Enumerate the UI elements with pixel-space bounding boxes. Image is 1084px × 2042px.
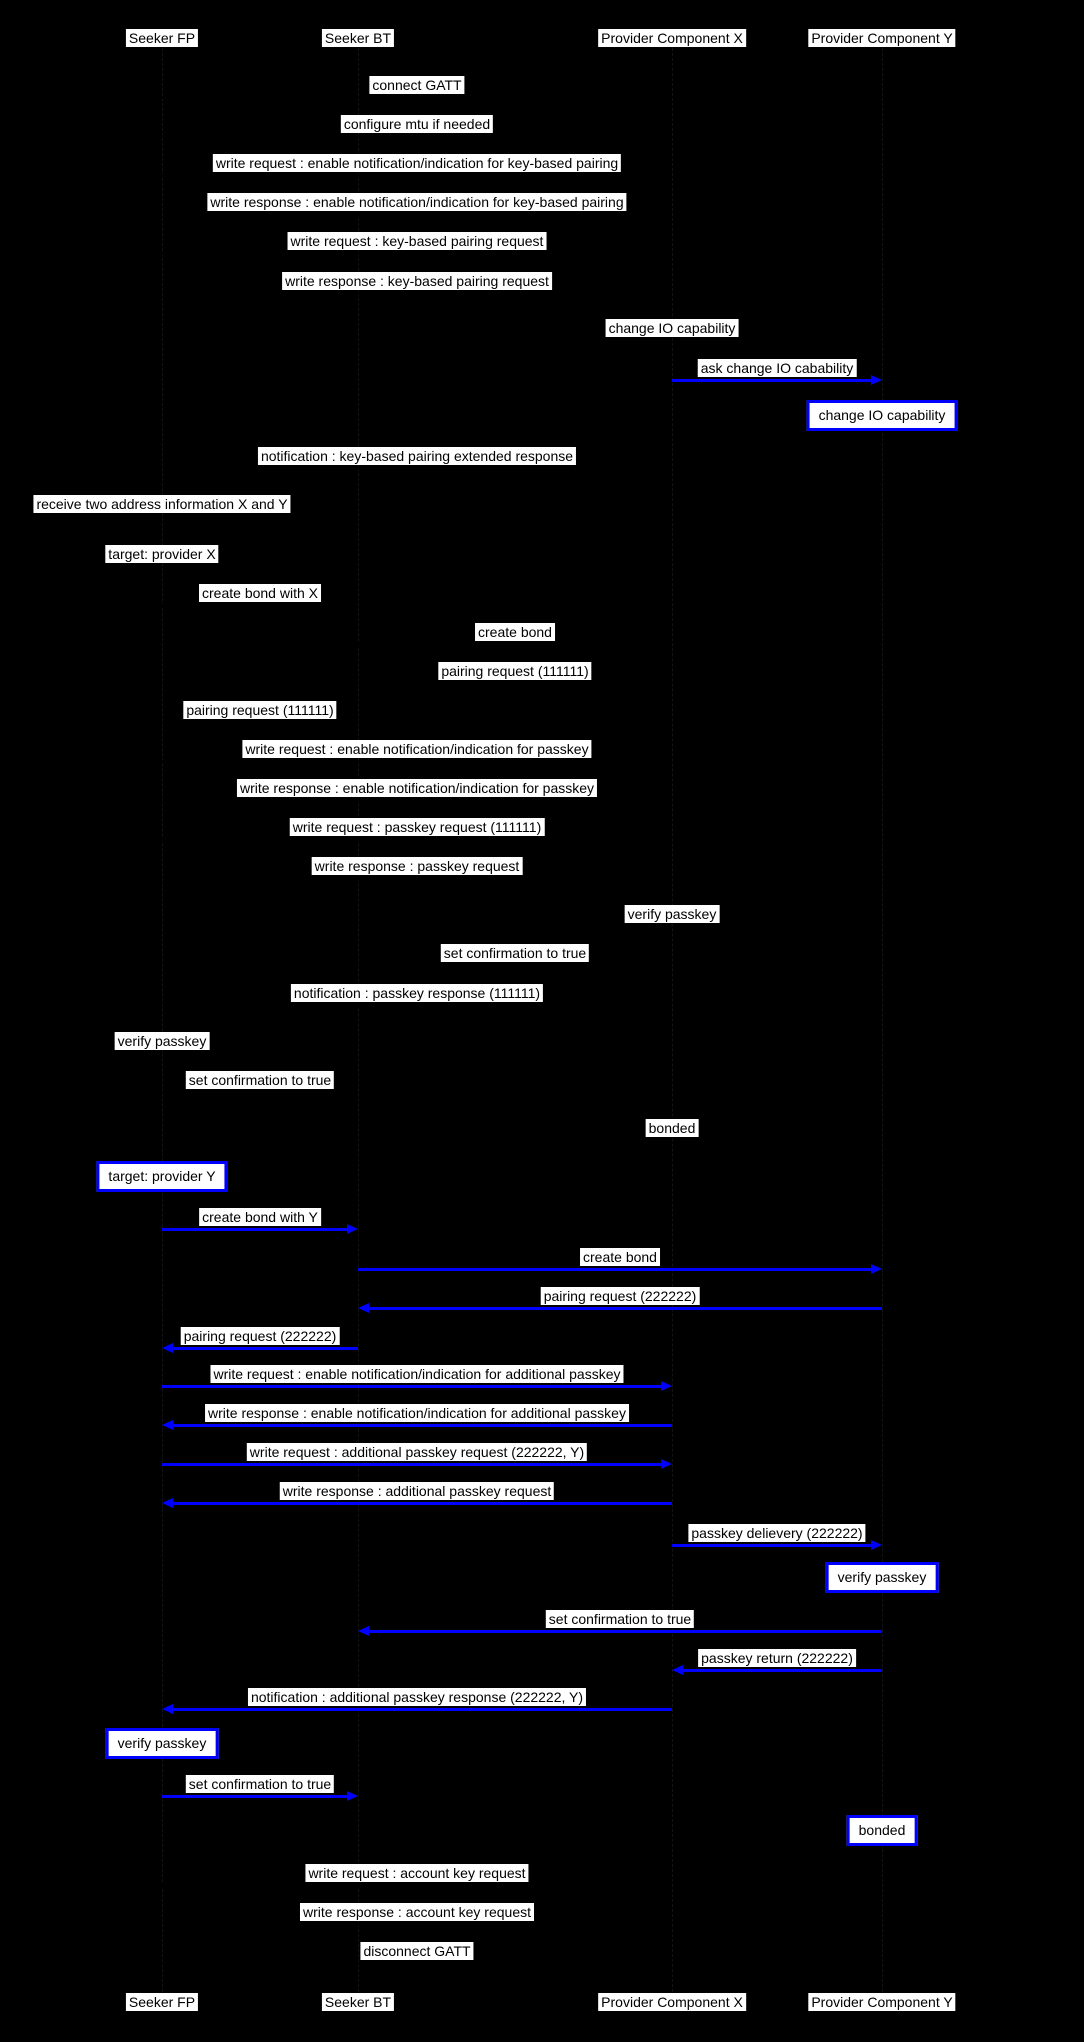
message-arrowhead bbox=[661, 1880, 672, 1890]
message-arrow-line bbox=[166, 1004, 672, 1007]
message-arrowhead bbox=[162, 717, 173, 727]
participant-label-top-bt: Seeker BT bbox=[322, 29, 394, 47]
message-label: write request : key-based pairing request bbox=[288, 232, 547, 250]
message-label: passkey return (222222) bbox=[698, 1649, 856, 1667]
message-arrowhead bbox=[162, 209, 173, 219]
message-label: create bond bbox=[475, 623, 555, 641]
message-arrow-line bbox=[166, 721, 358, 724]
message-arrowhead bbox=[162, 1000, 173, 1010]
message-arrowhead bbox=[871, 1264, 882, 1274]
message-arrowhead bbox=[358, 1303, 369, 1313]
participant-label-bottom-fp: Seeker FP bbox=[126, 1993, 198, 2011]
message-arrow-line bbox=[676, 1669, 882, 1672]
message-arrow-line bbox=[362, 964, 672, 967]
message-arrow-line bbox=[162, 1463, 668, 1466]
message-arrowhead bbox=[661, 1381, 672, 1391]
message-arrowhead bbox=[661, 756, 672, 766]
message-label: pairing request (111111) bbox=[438, 662, 591, 680]
note-box: bonded bbox=[847, 1815, 918, 1846]
message-arrowhead bbox=[162, 1704, 173, 1714]
message-label: write response : additional passkey request bbox=[280, 1482, 554, 1500]
message-arrow-line bbox=[358, 643, 668, 646]
participant-label-top-py: Provider Component Y bbox=[808, 29, 955, 47]
message-label: passkey delievery (222222) bbox=[688, 1524, 865, 1542]
participant-label-top-fp: Seeker FP bbox=[126, 29, 198, 47]
participant-label-bottom-px: Provider Component X bbox=[598, 1993, 746, 2011]
message-arrowhead bbox=[347, 1791, 358, 1801]
message-arrowhead bbox=[358, 678, 369, 688]
lifeline-px bbox=[672, 48, 673, 1992]
self-message-label: verify passkey bbox=[625, 905, 720, 923]
message-arrow-line bbox=[362, 682, 672, 685]
message-label: set confirmation to true bbox=[186, 1775, 334, 1793]
note-box: change IO capability bbox=[807, 400, 958, 431]
message-label: write request : enable notification/indication for key-based pairing bbox=[213, 154, 621, 172]
message-arrow-line bbox=[162, 96, 668, 99]
message-arrowhead bbox=[162, 795, 173, 805]
message-label: notification : additional passkey response (222222, Y) bbox=[248, 1688, 586, 1706]
note-box: target: provider Y bbox=[96, 1161, 227, 1192]
message-arrow-line bbox=[166, 877, 672, 880]
message-arrow-line bbox=[166, 1347, 358, 1350]
self-message-label: target: provider X bbox=[105, 545, 218, 563]
message-arrowhead bbox=[358, 1626, 369, 1636]
message-arrowhead bbox=[162, 1919, 173, 1929]
message-label: write response : key-based pairing request bbox=[282, 272, 552, 290]
message-arrow-line bbox=[162, 838, 668, 841]
message-arrowhead bbox=[661, 92, 672, 102]
self-message-label: change IO capability bbox=[606, 319, 739, 337]
message-arrow-line bbox=[162, 1795, 354, 1798]
message-arrowhead bbox=[661, 170, 672, 180]
message-arrowhead bbox=[162, 463, 173, 473]
message-arrow-line bbox=[162, 1884, 668, 1887]
message-arrowhead bbox=[358, 960, 369, 970]
message-arrow-line bbox=[672, 1544, 878, 1547]
message-arrowhead bbox=[347, 1087, 358, 1097]
participant-label-bottom-bt: Seeker BT bbox=[322, 1993, 394, 2011]
message-arrowhead bbox=[162, 288, 173, 298]
message-arrowhead bbox=[347, 1224, 358, 1234]
message-label: set confirmation to true bbox=[186, 1071, 334, 1089]
message-label: notification : passkey response (111111) bbox=[291, 984, 543, 1002]
message-arrowhead bbox=[661, 639, 672, 649]
note-box: verify passkey bbox=[826, 1562, 939, 1593]
message-arrow-line bbox=[162, 252, 668, 255]
message-label: ask change IO cabability bbox=[698, 359, 857, 377]
message-arrow-line bbox=[358, 1268, 878, 1271]
message-arrowhead bbox=[661, 248, 672, 258]
message-arrow-line bbox=[672, 379, 878, 382]
message-arrow-line bbox=[362, 1307, 882, 1310]
message-arrow-line bbox=[162, 1385, 668, 1388]
lifeline-py bbox=[882, 48, 883, 1992]
message-arrow-line bbox=[166, 1708, 672, 1711]
message-arrowhead bbox=[162, 1498, 173, 1508]
message-arrow-line bbox=[166, 292, 672, 295]
message-arrow-line bbox=[162, 760, 668, 763]
message-arrow-line bbox=[166, 213, 672, 216]
message-arrow-line bbox=[362, 1630, 882, 1633]
note-box: verify passkey bbox=[106, 1728, 219, 1759]
message-arrowhead bbox=[661, 1958, 672, 1968]
message-label: write response : enable notification/indication for additional passkey bbox=[205, 1404, 629, 1422]
self-message-label: receive two address information X and Y bbox=[33, 495, 290, 513]
self-message-label: verify passkey bbox=[115, 1032, 210, 1050]
message-arrow-line bbox=[162, 1091, 354, 1094]
lifeline-fp bbox=[162, 48, 163, 1992]
message-label: pairing request (111111) bbox=[183, 701, 336, 719]
message-arrow-line bbox=[162, 1228, 354, 1231]
message-arrowhead bbox=[162, 1343, 173, 1353]
message-label: write response : passkey request bbox=[312, 857, 523, 875]
message-label: write request : additional passkey request (222222, Y) bbox=[247, 1443, 587, 1461]
message-arrow-line bbox=[166, 467, 672, 470]
message-arrow-line bbox=[162, 135, 668, 138]
participant-label-bottom-py: Provider Component Y bbox=[808, 1993, 955, 2011]
message-arrow-line bbox=[162, 174, 668, 177]
message-arrow-line bbox=[166, 1424, 672, 1427]
message-label: set confirmation to true bbox=[441, 944, 589, 962]
message-arrow-line bbox=[166, 1502, 672, 1505]
message-label: write response : enable notification/indication for key-based pairing bbox=[207, 193, 626, 211]
message-arrowhead bbox=[661, 834, 672, 844]
message-label: write response : enable notification/indication for passkey bbox=[237, 779, 597, 797]
message-arrow-line bbox=[162, 604, 354, 607]
self-message-label: bonded bbox=[646, 1119, 699, 1137]
message-label: pairing request (222222) bbox=[541, 1287, 700, 1305]
message-arrowhead bbox=[162, 873, 173, 883]
message-label: create bond with X bbox=[199, 584, 321, 602]
message-label: write request : account key request bbox=[305, 1864, 528, 1882]
message-label: configure mtu if needed bbox=[341, 115, 493, 133]
message-arrowhead bbox=[162, 1420, 173, 1430]
message-arrow-line bbox=[166, 799, 672, 802]
message-arrowhead bbox=[672, 1665, 683, 1675]
message-arrow-line bbox=[166, 1923, 672, 1926]
message-arrowhead bbox=[661, 131, 672, 141]
message-label: write request : passkey request (111111) bbox=[290, 818, 545, 836]
message-label: create bond bbox=[580, 1248, 660, 1266]
message-label: write response : account key request bbox=[300, 1903, 534, 1921]
message-arrowhead bbox=[871, 375, 882, 385]
message-label: write request : enable notification/indication for additional passkey bbox=[210, 1365, 623, 1383]
message-arrowhead bbox=[661, 1459, 672, 1469]
message-arrowhead bbox=[871, 1540, 882, 1550]
message-label: disconnect GATT bbox=[360, 1942, 473, 1960]
message-label: notification : key-based pairing extended response bbox=[258, 447, 576, 465]
message-label: create bond with Y bbox=[199, 1208, 321, 1226]
message-arrow-line bbox=[162, 1962, 668, 1965]
message-label: connect GATT bbox=[369, 76, 464, 94]
participant-label-top-px: Provider Component X bbox=[598, 29, 746, 47]
message-arrowhead bbox=[347, 600, 358, 610]
message-label: set confirmation to true bbox=[546, 1610, 694, 1628]
message-label: write request : enable notification/indication for passkey bbox=[242, 740, 591, 758]
message-label: pairing request (222222) bbox=[181, 1327, 340, 1345]
